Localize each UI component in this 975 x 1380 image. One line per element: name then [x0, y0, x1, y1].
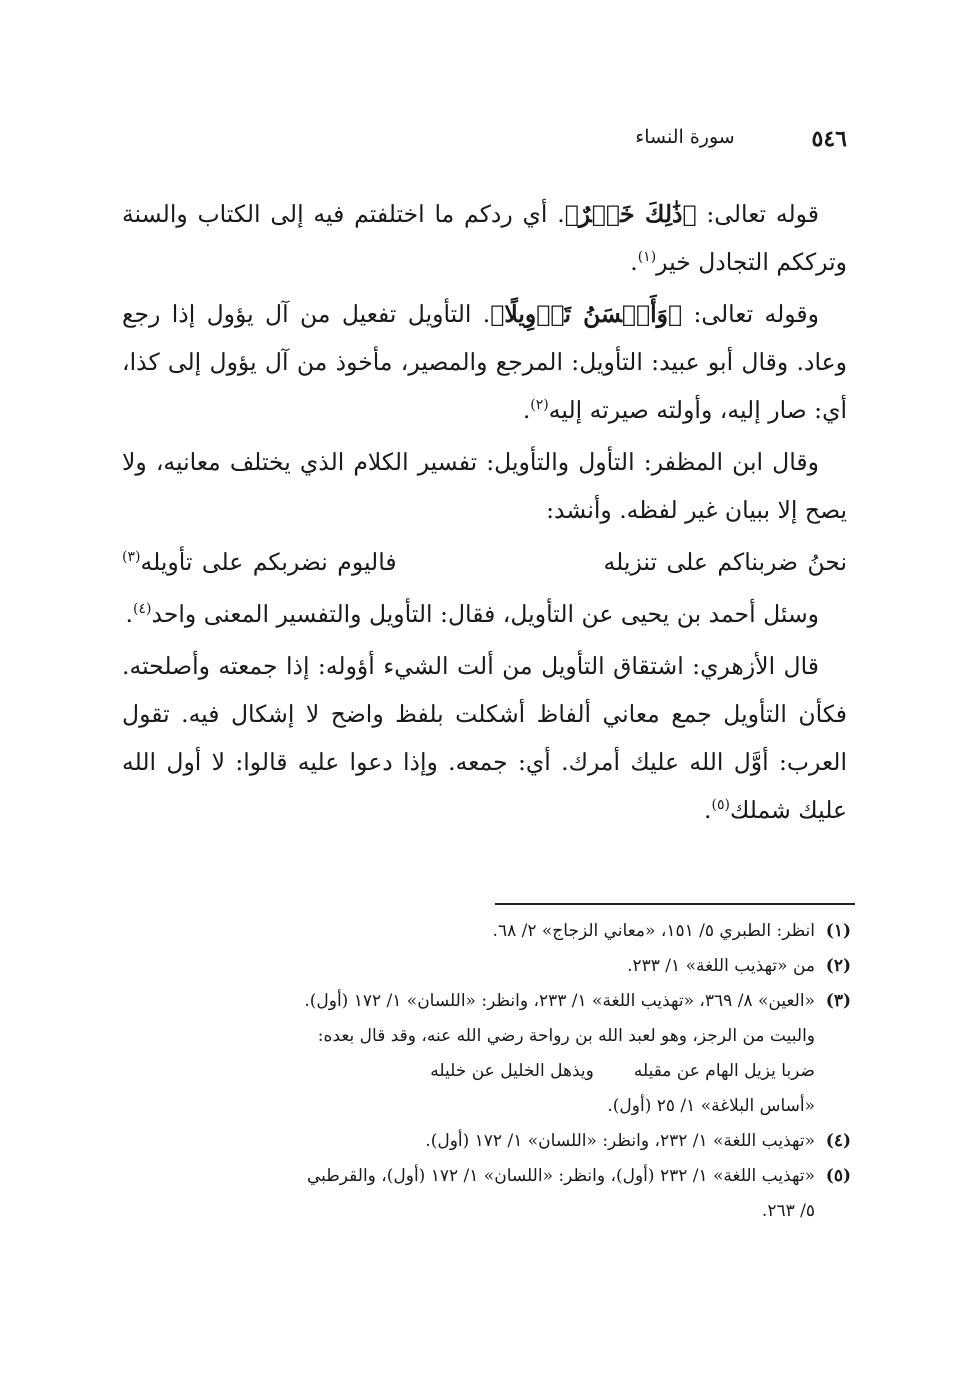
quran-quote: ﴿وَأَحۡسَنُ تَأۡوِيلًا﴾: [490, 300, 683, 328]
footnote-text: [115, 984, 815, 1124]
paragraph-1: [122, 190, 847, 286]
footnote-5: [115, 1159, 851, 1229]
footnote-text: [115, 949, 815, 984]
poetry-verse: [122, 538, 847, 586]
footnotes: [115, 914, 851, 1229]
footnote-ref-2[interactable]: (٢): [530, 397, 549, 414]
footnote-line: انظر: الطبري ٥/ ١٥١، «معاني الزجاج» ٢/ ٦٨.: [492, 921, 815, 941]
footnote-number: (٥): [825, 1166, 851, 1186]
footnote-3: [115, 984, 851, 1124]
footnote-verse-second: ويذهل الخليل عن خليله: [430, 1061, 594, 1081]
verse-second-hemistich-wrap: [122, 538, 397, 586]
footnote-ref-4[interactable]: (٤): [133, 601, 152, 618]
footnote-2: [115, 949, 851, 984]
paragraph-4: [122, 590, 847, 638]
footnote-number: (٢): [825, 956, 851, 976]
paragraph-3: وقال ابن المظفر: التأول والتأويل: تفسير الكلام الذي يختلف معانيه، ولا يصح إلا ببيان غير لفظه. وأنشد:: [122, 448, 847, 524]
verse-second-hemistich: فاليوم نضربكم على تأويله: [140, 548, 397, 576]
paragraph-2: [122, 290, 847, 434]
text-span: وقوله تعالى:: [682, 300, 819, 328]
footnote-number: (٣): [825, 991, 851, 1011]
footnote-line: والبيت من الرجز، وهو لعبد الله بن رواحة رضي الله عنه، وقد قال بعده:: [317, 1026, 815, 1046]
footnote-divider: [495, 903, 855, 905]
footnote-4: [115, 1124, 851, 1159]
text-span: قوله تعالى:: [696, 200, 820, 228]
text-span: قال الأزهري: اشتقاق التأويل من ألت الشيء أؤوله: إذا جمعته وأصلحته. فكأن التأويل جمع معاني ألفاظ أشكلت بلفظ واضح لا إشكال فيه. تقول العرب: أوَّل الله عليك أمرك. أي: جمعه. وإذا دعوا عليه قالوا: لا أول الله عليك شملك: [122, 652, 847, 824]
footnote-verse: [115, 1054, 815, 1089]
footnote-text: [115, 1124, 815, 1159]
footnote-text: [115, 914, 815, 949]
main-text: [122, 190, 847, 838]
text-span: . التأويل تفعيل من آل يؤول إذا رجع وعاد. وقال أبو عبيد: التأويل: المرجع والمصير، مأخوذ من آل يؤول إلى كذا، أي: صار إليه، وأولته صيرته إليه: [122, 300, 847, 424]
verse-first-hemistich: نحنُ ضربناكم على تنزيله: [603, 548, 847, 576]
footnote-number: (١): [825, 921, 851, 941]
running-header: [120, 126, 847, 166]
text-span: .: [704, 796, 712, 824]
footnote-ref-5[interactable]: (٥): [711, 797, 730, 814]
paragraph-5: [122, 642, 847, 834]
footnote-ref-3[interactable]: (٣): [122, 549, 141, 566]
footnote-verse-first: ضربا يزيل الهام عن مقيله: [633, 1061, 815, 1081]
footnote-ref-1[interactable]: (١): [637, 249, 657, 266]
page-number: ٥٤٦: [811, 126, 847, 152]
footnote-line: ٥/ ٢٦٣.: [761, 1201, 815, 1221]
footnote-line: «أساس البلاغة» ١/ ٢٥ (أول).: [607, 1096, 815, 1116]
footnote-line: «العين» ٨/ ٣٦٩، «تهذيب اللغة» ١/ ٢٣٣، وانظر: «اللسان» ١/ ١٧٢ (أول).: [304, 991, 815, 1011]
footnote-text: [115, 1159, 815, 1229]
surah-title: سورة النساء: [635, 126, 735, 148]
footnote-line: «تهذيب اللغة» ١/ ٢٣٢ (أول)، وانظر: «اللسان» ١/ ١٧٢ (أول)، والقرطبي: [306, 1166, 815, 1186]
text-span: .: [522, 396, 531, 424]
footnote-line: من «تهذيب اللغة» ١/ ٢٣٣.: [627, 956, 815, 976]
text-span: .: [630, 248, 638, 276]
footnote-1: [115, 914, 851, 949]
text-span: .: [125, 600, 134, 628]
text-span: وسئل أحمد بن يحيى عن التأويل، فقال: التأويل والتفسير المعنى واحد: [151, 600, 819, 628]
footnote-line: «تهذيب اللغة» ١/ ٢٣٢، وانظر: «اللسان» ١/ ١٧٢ (أول).: [425, 1131, 815, 1151]
text-span: . أي ردكم ما اختلفتم فيه إلى الكتاب والسنة وترككم التجادل خير: [122, 200, 847, 276]
quran-quote: ﴿ذَٰلِكَ خَيۡرٌ﴾: [564, 200, 697, 228]
footnote-number: (٤): [825, 1131, 851, 1151]
